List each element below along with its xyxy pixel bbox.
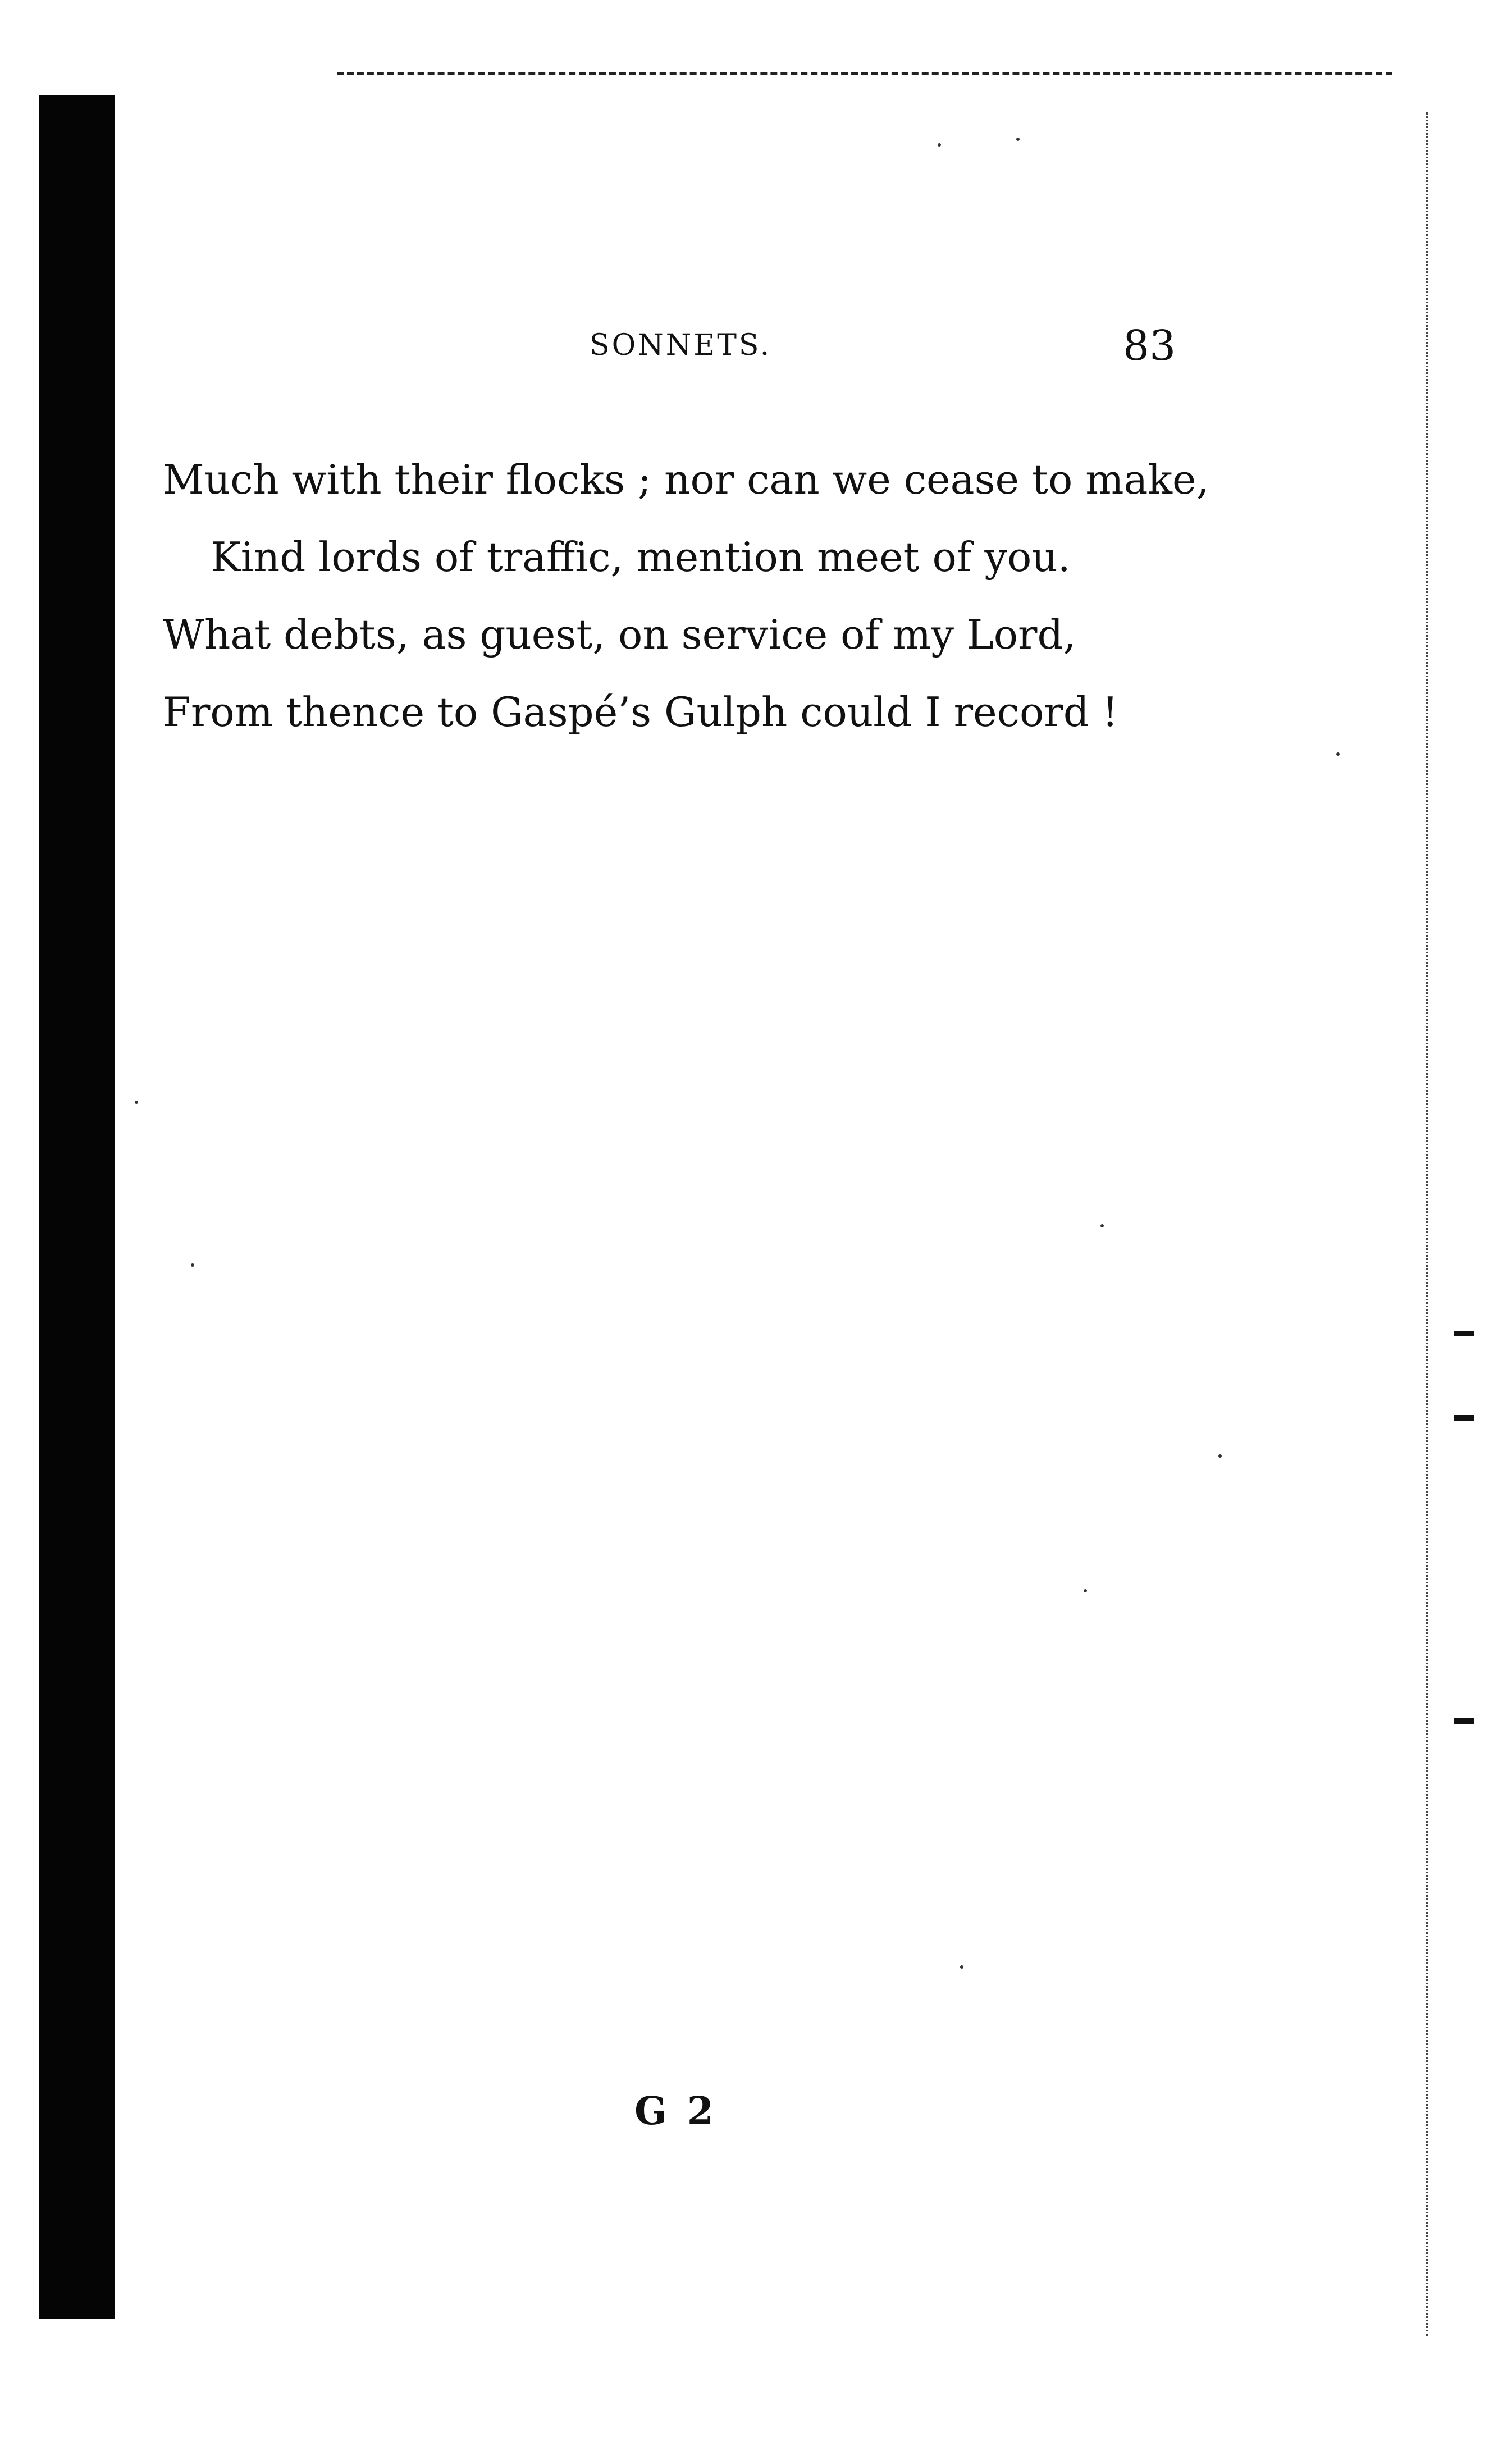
speck — [135, 1101, 138, 1104]
verse-block — [163, 441, 1230, 751]
edge-mark — [1454, 1415, 1474, 1421]
verse-line: What debts, as guest, on service of my Lord, — [163, 611, 1076, 658]
page-header — [0, 322, 1512, 370]
top-border — [337, 72, 1392, 75]
page-number: 83 — [1123, 322, 1176, 370]
speck — [1084, 1589, 1087, 1592]
running-title: SONNETS. — [590, 328, 772, 362]
verse-line: Kind lords of traffic, mention meet of you. — [211, 533, 1071, 581]
edge-mark — [1454, 1331, 1474, 1336]
speck — [1100, 1224, 1104, 1227]
verse-line: Much with their flocks ; nor can we cease to make, — [163, 456, 1209, 503]
speck — [960, 1965, 963, 1969]
speck — [1336, 752, 1340, 756]
speck — [1016, 138, 1020, 141]
edge-mark — [1454, 1718, 1474, 1724]
signature-mark: G 2 — [634, 2089, 718, 2134]
right-page-edge — [1426, 112, 1450, 2336]
binding-edge — [39, 95, 115, 2319]
speck — [1218, 1454, 1222, 1458]
verse-line: From thence to Gaspé’s Gulph could I record ! — [163, 688, 1118, 736]
speck — [191, 1263, 194, 1267]
speck — [938, 143, 941, 147]
